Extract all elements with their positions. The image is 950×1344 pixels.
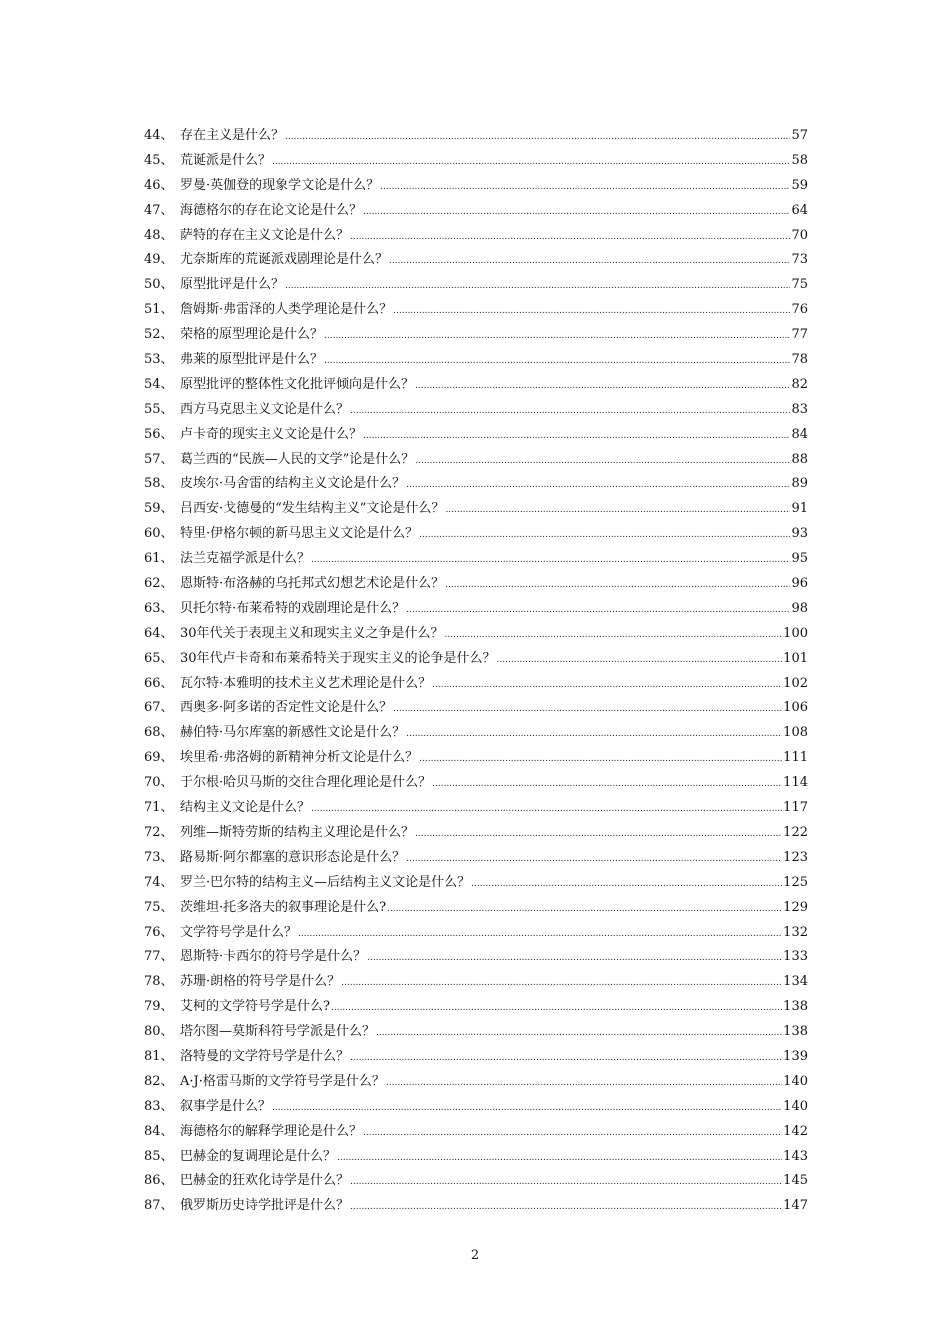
entry-title: 路易斯·阿尔都塞的意识形态论是什么？ (180, 849, 406, 865)
dot-leader (363, 1121, 782, 1146)
entry-title: 吕西安·戈德曼的“发生结构主义”文论是什么？ (180, 501, 445, 517)
entry-page-number: 83 (791, 401, 808, 417)
dot-leader (393, 299, 790, 324)
dot-leader (406, 473, 790, 498)
dot-leader (311, 548, 790, 573)
toc-entry (144, 721, 808, 746)
entry-number: 75、 (144, 899, 174, 915)
page-number: 2 (470, 1248, 480, 1263)
entry-title: 尤奈斯库的荒诞派戏剧理论是什么？ (180, 252, 389, 268)
entry-page-number: 108 (783, 725, 808, 741)
entry-title: 瓦尔特·本雅明的技术主义艺术理论是什么？ (180, 675, 432, 691)
entry-title: 詹姆斯·弗雷泽的人类学理论是什么？ (180, 302, 393, 318)
entry-page-number: 59 (791, 177, 808, 193)
dot-leader (415, 374, 790, 399)
dot-leader (337, 1146, 782, 1171)
dot-leader (272, 1096, 782, 1121)
toc-entry (144, 1045, 808, 1070)
entry-title: 恩斯特·卡西尔的符号学是什么？ (180, 949, 367, 965)
entry-page-number: 143 (783, 1148, 808, 1164)
dot-leader (285, 274, 790, 299)
dot-leader (324, 324, 790, 349)
entry-title: 于尔根·哈贝马斯的交往合理化理论是什么？ (180, 775, 432, 791)
entry-page-number: 122 (783, 824, 808, 840)
toc-entry (144, 995, 808, 1020)
toc-entry (144, 746, 808, 771)
entry-title: 荒诞派是什么？ (180, 152, 272, 168)
entry-title: 巴赫金的狂欢化诗学是什么？ (180, 1173, 350, 1189)
entry-title: 30年代关于表现主义和现实主义之争是什么？ (180, 625, 444, 641)
entry-page-number: 134 (783, 974, 808, 990)
entry-title: 结构主义文论是什么？ (180, 800, 311, 816)
entry-number: 50、 (144, 277, 174, 293)
entry-title: 塔尔图—莫斯科符号学派是什么？ (180, 1024, 376, 1040)
dot-leader (471, 872, 782, 897)
toc-entry (144, 1145, 808, 1170)
entry-page-number: 140 (783, 1098, 808, 1114)
entry-number: 79、 (144, 999, 174, 1015)
toc-entry (144, 199, 808, 224)
dot-leader (432, 673, 782, 698)
entry-page-number: 138 (783, 1024, 808, 1040)
toc-entry (144, 771, 808, 796)
entry-number: 72、 (144, 824, 174, 840)
dot-leader (419, 747, 782, 772)
toc-entry (144, 248, 808, 273)
toc-entry (144, 572, 808, 597)
entry-number: 44、 (144, 128, 174, 143)
entry-number: 77、 (144, 949, 174, 965)
dot-leader (415, 449, 790, 474)
dot-leader (285, 125, 790, 150)
dot-leader (389, 249, 790, 274)
entry-number: 47、 (144, 202, 174, 218)
toc-entry (144, 273, 808, 298)
dot-leader (393, 697, 782, 722)
entry-number: 56、 (144, 426, 174, 442)
entry-number: 64、 (144, 625, 174, 641)
entry-page-number: 64 (791, 202, 808, 218)
entry-number: 63、 (144, 600, 174, 616)
toc-entry (144, 1169, 808, 1194)
entry-number: 71、 (144, 800, 174, 816)
dot-leader (445, 623, 783, 648)
dot-leader (324, 349, 790, 374)
toc-entry (144, 647, 808, 672)
entry-page-number: 70 (791, 227, 808, 243)
entry-page-number: 133 (783, 949, 808, 965)
entry-title: 赫伯特·马尔库塞的新感性文论是什么？ (180, 725, 406, 741)
entry-number: 86、 (144, 1173, 174, 1189)
entry-number: 70、 (144, 775, 174, 791)
entry-title: 海德格尔的存在论文论是什么？ (180, 202, 363, 218)
entry-number: 60、 (144, 526, 174, 542)
entry-title: 西方马克思主义文论是什么？ (180, 401, 350, 417)
toc-entry (144, 1070, 808, 1095)
entry-page-number: 145 (783, 1173, 808, 1189)
entry-page-number: 58 (791, 152, 808, 168)
entry-number: 48、 (144, 227, 174, 243)
entry-number: 80、 (144, 1024, 174, 1040)
toc-entry (144, 348, 808, 373)
entry-number: 81、 (144, 1048, 174, 1064)
dot-leader (415, 822, 782, 847)
dot-leader (419, 523, 790, 548)
entry-page-number: 114 (783, 775, 808, 791)
entry-title: 葛兰西的“民族—人民的文学”论是什么？ (180, 451, 415, 467)
entry-page-number: 132 (783, 924, 808, 940)
toc-entry (144, 945, 808, 970)
entry-number: 57、 (144, 451, 174, 467)
entry-title: 西奥多·阿多诺的否定性文论是什么？ (180, 700, 393, 716)
entry-number: 76、 (144, 924, 174, 940)
entry-page-number: 96 (791, 576, 808, 592)
entry-number: 46、 (144, 177, 174, 193)
toc-entry (144, 298, 808, 323)
dot-leader (406, 847, 782, 872)
entry-number: 54、 (144, 376, 174, 392)
entry-title: 恩斯特·布洛赫的乌托邦式幻想艺术论是什么？ (180, 576, 445, 592)
entry-title: 皮埃尔·马舍雷的结构主义文论是什么？ (180, 476, 406, 492)
entry-title: 叙事学是什么？ (180, 1098, 272, 1114)
entry-page-number: 140 (783, 1073, 808, 1089)
toc-entry (144, 871, 808, 896)
toc-entry (144, 472, 808, 497)
dot-leader (350, 225, 790, 250)
toc-entry (144, 497, 808, 522)
entry-number: 74、 (144, 874, 174, 890)
entry-title: 俄罗斯历史诗学批评是什么？ (180, 1198, 350, 1214)
entry-title: 艾柯的文学符号学是什么? (180, 999, 330, 1015)
entry-number: 55、 (144, 401, 174, 417)
toc-entry (144, 622, 808, 647)
dot-leader (367, 946, 782, 971)
toc-entry (144, 821, 808, 846)
entry-page-number: 142 (783, 1123, 808, 1139)
entry-number: 61、 (144, 551, 174, 567)
toc-entry (144, 921, 808, 946)
toc-entry (144, 970, 808, 995)
entry-title: 苏珊·朗格的符号学是什么？ (180, 974, 341, 990)
toc-entry (144, 174, 808, 199)
toc-entry (144, 696, 808, 721)
entry-number: 68、 (144, 725, 174, 741)
dot-leader (341, 971, 782, 996)
entry-page-number: 125 (783, 874, 808, 890)
entry-number: 53、 (144, 352, 174, 368)
entry-title: 特里·伊格尔顿的新马思主义文论是什么？ (180, 526, 419, 542)
entry-title: 存在主义是什么？ (180, 128, 285, 143)
toc-entry (144, 522, 808, 547)
entry-title: 列维—斯特劳斯的结构主义理论是什么？ (180, 824, 415, 840)
entry-page-number: 101 (783, 650, 808, 666)
entry-title: 原型批评的整体性文化批评倾向是什么？ (180, 376, 415, 392)
dot-leader (363, 424, 790, 449)
entry-title: 茨维坦·托多洛夫的叙事理论是什么? (180, 899, 387, 915)
entry-number: 51、 (144, 302, 174, 318)
entry-title: 萨特的存在主义文论是什么？ (180, 227, 350, 243)
entry-page-number: 106 (783, 700, 808, 716)
toc-entry (144, 423, 808, 448)
entry-title: 海德格尔的解释学理论是什么？ (180, 1123, 363, 1139)
entry-number: 59、 (144, 501, 174, 517)
entry-title: 原型批评是什么？ (180, 277, 285, 293)
entry-page-number: 76 (791, 302, 808, 318)
entry-page-number: 147 (783, 1198, 808, 1214)
entry-title: 法兰克福学派是什么？ (180, 551, 311, 567)
toc-entry (144, 1120, 808, 1145)
dot-leader (445, 498, 790, 523)
entry-number: 69、 (144, 750, 174, 766)
toc-entry (144, 323, 808, 348)
toc-entry (144, 124, 808, 149)
toc-entry (144, 597, 808, 622)
dot-leader (432, 772, 782, 797)
entry-page-number: 78 (791, 352, 808, 368)
entry-number: 67、 (144, 700, 174, 716)
toc-entry (144, 1194, 808, 1219)
dot-leader (331, 996, 782, 1021)
entry-page-number: 88 (791, 451, 808, 467)
table-of-contents (144, 124, 808, 1219)
dot-leader (445, 573, 790, 598)
dot-leader (350, 1170, 782, 1195)
dot-leader (406, 722, 782, 747)
entry-number: 82、 (144, 1073, 174, 1089)
toc-entry (144, 398, 808, 423)
entry-page-number: 138 (783, 999, 808, 1015)
dot-leader (350, 1195, 782, 1220)
entry-number: 52、 (144, 327, 174, 343)
entry-title: 洛特曼的文学符号学是什么？ (180, 1048, 350, 1064)
entry-title: 弗莱的原型批评是什么？ (180, 352, 324, 368)
dot-leader (380, 175, 790, 200)
entry-title: 罗曼·英伽登的现象学文论是什么？ (180, 177, 380, 193)
entry-page-number: 98 (791, 600, 808, 616)
dot-leader (387, 897, 782, 922)
toc-entry (144, 547, 808, 572)
entry-page-number: 100 (783, 625, 808, 641)
toc-entry (144, 1095, 808, 1120)
entry-number: 73、 (144, 849, 174, 865)
entry-number: 65、 (144, 650, 174, 666)
dot-leader (497, 648, 783, 673)
dot-leader (386, 1071, 782, 1096)
dot-leader (363, 200, 790, 225)
entry-title: 埃里希·弗洛姆的新精神分析文论是什么？ (180, 750, 419, 766)
entry-page-number: 123 (783, 849, 808, 865)
entry-page-number: 95 (791, 551, 808, 567)
entry-page-number: 91 (791, 501, 808, 517)
dot-leader (376, 1021, 782, 1046)
entry-number: 49、 (144, 252, 174, 268)
entry-title: 文学符号学是什么？ (180, 924, 298, 940)
entry-number: 83、 (144, 1098, 174, 1114)
toc-entry (144, 448, 808, 473)
entry-title: A·J·格雷马斯的文学符号学是什么？ (180, 1073, 385, 1089)
entry-number: 84、 (144, 1123, 174, 1139)
dot-leader (350, 399, 790, 424)
entry-page-number: 77 (791, 327, 808, 343)
entry-number: 66、 (144, 675, 174, 691)
entry-page-number: 129 (783, 899, 808, 915)
entry-title: 巴赫金的复调理论是什么？ (180, 1148, 337, 1164)
entry-title: 贝托尔特·布莱希特的戏剧理论是什么？ (180, 600, 406, 616)
dot-leader (272, 150, 790, 175)
entry-title: 荣格的原型理论是什么？ (180, 327, 324, 343)
toc-entry (144, 1020, 808, 1045)
entry-title: 罗兰·巴尔特的结构主义—后结构主义文论是什么？ (180, 874, 471, 890)
toc-entry (144, 672, 808, 697)
entry-number: 58、 (144, 476, 174, 492)
dot-leader (406, 598, 790, 623)
toc-entry (144, 224, 808, 249)
entry-number: 45、 (144, 152, 174, 168)
entry-page-number: 84 (791, 426, 808, 442)
entry-page-number: 117 (783, 800, 808, 816)
entry-number: 85、 (144, 1148, 174, 1164)
dot-leader (311, 797, 782, 822)
entry-page-number: 93 (791, 526, 808, 542)
entry-page-number: 82 (791, 376, 808, 392)
entry-page-number: 57 (791, 128, 808, 143)
toc-entry (144, 846, 808, 871)
entry-page-number: 139 (783, 1048, 808, 1064)
dot-leader (298, 922, 782, 947)
entry-page-number: 75 (791, 277, 808, 293)
entry-page-number: 102 (783, 675, 808, 691)
entry-page-number: 111 (783, 750, 808, 766)
toc-entry (144, 796, 808, 821)
toc-entry (144, 149, 808, 174)
dot-leader (350, 1046, 782, 1071)
entry-number: 78、 (144, 974, 174, 990)
entry-title: 卢卡奇的现实主义文论是什么？ (180, 426, 363, 442)
entry-title: 30年代卢卡奇和布莱希特关于现实主义的论争是什么？ (180, 650, 496, 666)
entry-number: 87、 (144, 1198, 174, 1214)
entry-page-number: 89 (791, 476, 808, 492)
entry-page-number: 73 (791, 252, 808, 268)
toc-entry (144, 896, 808, 921)
toc-entry (144, 373, 808, 398)
entry-number: 62、 (144, 576, 174, 592)
